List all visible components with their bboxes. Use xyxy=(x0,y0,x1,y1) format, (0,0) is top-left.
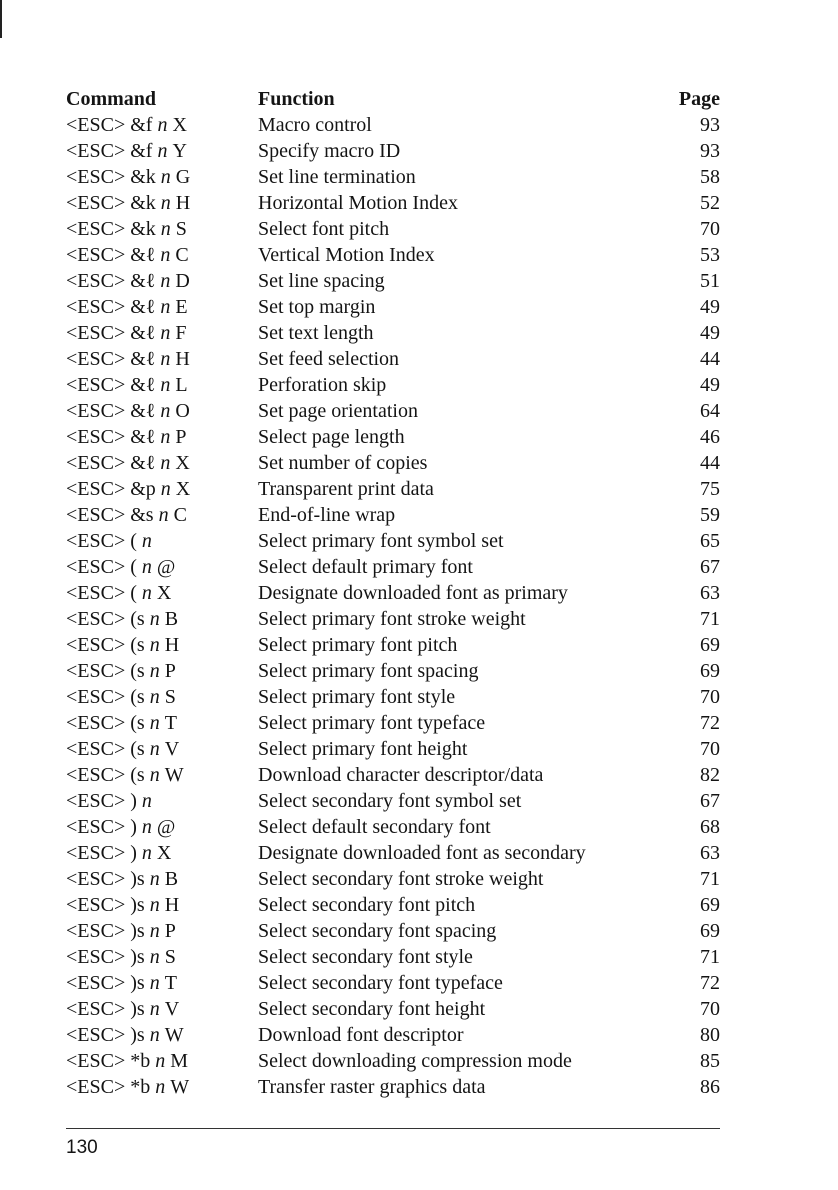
command-argument: n xyxy=(160,166,171,188)
table-row xyxy=(66,554,720,580)
command-cell xyxy=(66,684,176,710)
command-cell xyxy=(66,320,187,346)
command-argument: n xyxy=(149,894,160,916)
command-argument: n xyxy=(155,1050,166,1072)
command-prefix: <ESC> (s xyxy=(66,608,145,630)
command-prefix: <ESC> )s xyxy=(66,920,145,942)
command-suffix: T xyxy=(164,972,177,994)
table-row xyxy=(66,528,720,554)
command-suffix: V xyxy=(164,738,180,760)
command-cell xyxy=(66,190,190,216)
page-cell: 70 xyxy=(700,738,720,760)
page-cell: 44 xyxy=(700,348,720,370)
header-command: Command xyxy=(66,88,157,110)
function-cell: Set number of copies xyxy=(258,452,428,474)
command-suffix: H xyxy=(175,192,191,214)
table-row xyxy=(66,1048,720,1074)
table-row xyxy=(66,762,720,788)
function-cell: Select default secondary font xyxy=(258,816,491,838)
page-cell: 86 xyxy=(700,1076,720,1098)
command-prefix: <ESC> )s xyxy=(66,868,145,890)
command-prefix: <ESC> )s xyxy=(66,946,145,968)
command-cell xyxy=(66,658,176,684)
command-suffix: X xyxy=(175,452,190,474)
command-argument: n xyxy=(160,348,171,370)
command-cell xyxy=(66,112,187,138)
command-cell xyxy=(66,606,178,632)
command-prefix: <ESC> (s xyxy=(66,764,145,786)
table-row xyxy=(66,944,720,970)
command-cell xyxy=(66,814,175,840)
command-prefix: <ESC> &ℓ xyxy=(66,322,156,344)
table-row xyxy=(66,866,720,892)
command-prefix: <ESC> )s xyxy=(66,998,145,1020)
command-cell xyxy=(66,710,177,736)
table-row xyxy=(66,814,720,840)
page-cell: 49 xyxy=(700,374,720,396)
command-prefix: <ESC> &k xyxy=(66,218,156,240)
command-cell xyxy=(66,450,190,476)
table-row xyxy=(66,398,720,424)
command-suffix: S xyxy=(175,218,187,240)
command-suffix: X xyxy=(172,114,187,136)
command-suffix: W xyxy=(164,764,184,786)
command-prefix: <ESC> &ℓ xyxy=(66,296,156,318)
command-suffix: L xyxy=(175,374,188,396)
command-prefix: <ESC> &ℓ xyxy=(66,400,156,422)
command-cell xyxy=(66,736,179,762)
function-cell: Select primary font typeface xyxy=(258,712,486,734)
page-cell: 69 xyxy=(700,660,720,682)
command-suffix: D xyxy=(175,270,190,292)
command-cell xyxy=(66,632,179,658)
command-cell xyxy=(66,788,157,814)
command-suffix: P xyxy=(164,660,176,682)
command-argument: n xyxy=(158,504,169,526)
command-suffix: Y xyxy=(172,140,187,162)
page-cell: 71 xyxy=(700,868,720,890)
header-page: Page xyxy=(678,88,720,110)
function-cell: Horizontal Motion Index xyxy=(258,192,458,214)
command-cell xyxy=(66,242,189,268)
command-suffix: G xyxy=(175,166,191,188)
command-prefix: <ESC> ( xyxy=(66,582,137,604)
command-cell xyxy=(66,216,187,242)
command-cell xyxy=(66,944,176,970)
command-cell xyxy=(66,866,178,892)
page-cell: 64 xyxy=(700,400,720,422)
command-prefix: <ESC> &k xyxy=(66,166,156,188)
command-prefix: <ESC> &f xyxy=(66,114,153,136)
command-cell xyxy=(66,1022,184,1048)
table-row xyxy=(66,892,720,918)
command-prefix: <ESC> (s xyxy=(66,686,145,708)
command-prefix: <ESC> &p xyxy=(66,478,156,500)
page-cell: 71 xyxy=(700,608,720,630)
command-argument: n xyxy=(160,400,171,422)
command-cell xyxy=(66,528,157,554)
command-prefix: <ESC> &ℓ xyxy=(66,374,156,396)
page-cell: 70 xyxy=(700,218,720,240)
command-suffix: F xyxy=(175,322,187,344)
command-suffix: H xyxy=(164,634,180,656)
footer-rule xyxy=(66,1128,720,1129)
command-argument: n xyxy=(160,296,171,318)
command-argument: n xyxy=(157,114,168,136)
function-cell: Transparent print data xyxy=(258,478,434,500)
function-cell: Set feed selection xyxy=(258,348,400,370)
command-suffix: P xyxy=(175,426,187,448)
command-argument: n xyxy=(149,660,160,682)
table-body xyxy=(66,112,720,1100)
table-row xyxy=(66,346,720,372)
table-row xyxy=(66,216,720,242)
command-suffix: @ xyxy=(156,816,176,838)
table-row xyxy=(66,840,720,866)
table-row xyxy=(66,658,720,684)
page-cell: 67 xyxy=(700,556,720,578)
table-row xyxy=(66,580,720,606)
command-suffix: W xyxy=(170,1076,190,1098)
command-cell xyxy=(66,996,179,1022)
function-cell: Select secondary font height xyxy=(258,998,486,1020)
command-cell xyxy=(66,268,190,294)
command-prefix: <ESC> *b xyxy=(66,1050,151,1072)
page-number: 130 xyxy=(66,1137,98,1158)
command-argument: n xyxy=(149,868,160,890)
command-argument: n xyxy=(141,816,152,838)
table-row xyxy=(66,424,720,450)
command-argument: n xyxy=(149,686,160,708)
table-row xyxy=(66,710,720,736)
table-row xyxy=(66,112,720,138)
page-cell: 58 xyxy=(700,166,720,188)
command-suffix: C xyxy=(175,244,189,266)
function-cell: Perforation skip xyxy=(258,374,387,396)
table-row xyxy=(66,190,720,216)
function-cell: Vertical Motion Index xyxy=(258,244,435,266)
command-prefix: <ESC> ) xyxy=(66,816,137,838)
function-cell: Set page orientation xyxy=(258,400,418,422)
page-cell: 63 xyxy=(700,582,720,604)
function-cell: Designate downloaded font as primary xyxy=(258,582,568,604)
command-prefix: <ESC> )s xyxy=(66,1024,145,1046)
command-prefix: <ESC> (s xyxy=(66,738,145,760)
command-argument: n xyxy=(149,998,160,1020)
function-cell: Select page length xyxy=(258,426,405,448)
command-argument: n xyxy=(160,192,171,214)
command-suffix: X xyxy=(156,582,172,604)
page-cell: 63 xyxy=(700,842,720,864)
command-prefix: <ESC> ) xyxy=(66,790,137,812)
command-cell xyxy=(66,502,187,528)
table-row xyxy=(66,684,720,710)
table-row xyxy=(66,606,720,632)
command-suffix: B xyxy=(164,608,179,630)
command-prefix: <ESC> )s xyxy=(66,894,145,916)
function-cell: Set top margin xyxy=(258,296,376,318)
command-argument: n xyxy=(149,946,160,968)
command-prefix: <ESC> &ℓ xyxy=(66,270,156,292)
command-cell xyxy=(66,398,190,424)
function-cell: Select default primary font xyxy=(258,556,473,578)
command-cell xyxy=(66,294,188,320)
command-cell xyxy=(66,424,187,450)
page-cell: 72 xyxy=(700,972,720,994)
function-cell: Transfer raster graphics data xyxy=(258,1076,486,1098)
function-cell: Select primary font symbol set xyxy=(258,530,504,552)
command-argument: n xyxy=(149,608,160,630)
table-row xyxy=(66,788,720,814)
function-cell: Select secondary font style xyxy=(258,946,473,968)
command-prefix: <ESC> (s xyxy=(66,660,145,682)
function-cell: Designate downloaded font as secondary xyxy=(258,842,586,864)
header-function: Function xyxy=(258,88,335,110)
command-cell xyxy=(66,580,171,606)
function-cell: Select secondary font typeface xyxy=(258,972,503,994)
function-cell: Specify macro ID xyxy=(258,140,401,162)
command-prefix: <ESC> ) xyxy=(66,842,137,864)
command-argument: n xyxy=(149,1024,160,1046)
table-row xyxy=(66,476,720,502)
command-cell xyxy=(66,1074,189,1100)
function-cell: Select primary font spacing xyxy=(258,660,479,682)
command-suffix: S xyxy=(164,946,176,968)
function-cell: Select primary font height xyxy=(258,738,468,760)
function-cell: Select secondary font spacing xyxy=(258,920,497,942)
function-cell: Download character descriptor/data xyxy=(258,764,544,786)
command-argument: n xyxy=(160,426,171,448)
page-cell: 93 xyxy=(700,114,720,136)
page-cell: 59 xyxy=(700,504,720,526)
page-cell: 67 xyxy=(700,790,720,812)
command-suffix: H xyxy=(164,894,180,916)
page-cell: 69 xyxy=(700,920,720,942)
command-argument: n xyxy=(141,582,152,604)
table-row xyxy=(66,268,720,294)
command-argument: n xyxy=(141,790,152,812)
function-cell: Select secondary font pitch xyxy=(258,894,476,916)
command-argument: n xyxy=(149,920,160,942)
command-cell xyxy=(66,138,187,164)
table-row xyxy=(66,450,720,476)
command-suffix: W xyxy=(164,1024,184,1046)
table-row xyxy=(66,1022,720,1048)
function-cell: Macro control xyxy=(258,114,372,136)
command-prefix: <ESC> ( xyxy=(66,556,137,578)
page-cell: 70 xyxy=(700,998,720,1020)
command-prefix: <ESC> &ℓ xyxy=(66,452,156,474)
command-prefix: <ESC> ( xyxy=(66,530,137,552)
function-cell: Set text length xyxy=(258,322,374,344)
table-row xyxy=(66,996,720,1022)
function-cell: Download font descriptor xyxy=(258,1024,464,1046)
function-cell: End-of-line wrap xyxy=(258,504,396,526)
command-prefix: <ESC> &ℓ xyxy=(66,348,156,370)
page-cell: 53 xyxy=(700,244,720,266)
scan-edge-mark xyxy=(0,0,2,38)
command-suffix: S xyxy=(164,686,176,708)
page-cell: 65 xyxy=(700,530,720,552)
command-cell xyxy=(66,892,179,918)
page-cell: 72 xyxy=(700,712,720,734)
command-prefix: <ESC> &f xyxy=(66,140,153,162)
command-argument: n xyxy=(157,140,168,162)
table-row xyxy=(66,918,720,944)
command-argument: n xyxy=(141,842,152,864)
command-argument: n xyxy=(160,374,171,396)
function-cell: Set line spacing xyxy=(258,270,385,292)
command-suffix: C xyxy=(173,504,187,526)
page-cell: 52 xyxy=(700,192,720,214)
function-cell: Select primary font style xyxy=(258,686,456,708)
command-argument: n xyxy=(149,634,160,656)
command-argument: n xyxy=(149,738,160,760)
command-cell xyxy=(66,476,190,502)
command-suffix: @ xyxy=(156,556,176,578)
command-cell xyxy=(66,840,171,866)
command-argument: n xyxy=(141,530,152,552)
function-cell: Select secondary font symbol set xyxy=(258,790,522,812)
command-prefix: <ESC> )s xyxy=(66,972,145,994)
page-cell: 69 xyxy=(700,894,720,916)
command-suffix: V xyxy=(164,998,180,1020)
command-prefix: <ESC> (s xyxy=(66,634,145,656)
command-prefix: <ESC> &s xyxy=(66,504,154,526)
command-argument: n xyxy=(160,244,171,266)
command-suffix: T xyxy=(164,712,177,734)
command-argument: n xyxy=(149,712,160,734)
command-argument: n xyxy=(160,452,171,474)
command-suffix: B xyxy=(164,868,179,890)
command-suffix: X xyxy=(156,842,172,864)
command-table xyxy=(66,86,720,1100)
command-argument: n xyxy=(160,322,171,344)
command-argument: n xyxy=(155,1076,166,1098)
command-suffix: O xyxy=(175,400,190,422)
command-argument: n xyxy=(160,270,171,292)
command-argument: n xyxy=(160,478,171,500)
table-row xyxy=(66,502,720,528)
page-cell: 68 xyxy=(700,816,720,838)
function-cell: Select primary font pitch xyxy=(258,634,458,656)
page-cell: 71 xyxy=(700,946,720,968)
table-row xyxy=(66,320,720,346)
command-argument: n xyxy=(149,972,160,994)
command-suffix: H xyxy=(175,348,190,370)
function-cell: Select downloading compression mode xyxy=(258,1050,572,1072)
page-cell: 69 xyxy=(700,634,720,656)
page-cell: 51 xyxy=(700,270,720,292)
page-cell: 49 xyxy=(700,296,720,318)
table-row xyxy=(66,970,720,996)
table-header xyxy=(66,86,720,112)
table-row xyxy=(66,242,720,268)
table-row xyxy=(66,372,720,398)
command-cell xyxy=(66,1048,188,1074)
command-cell xyxy=(66,164,190,190)
page-cell: 85 xyxy=(700,1050,720,1072)
table-row xyxy=(66,294,720,320)
command-prefix: <ESC> &k xyxy=(66,192,156,214)
command-argument: n xyxy=(141,556,152,578)
command-prefix: <ESC> &ℓ xyxy=(66,244,156,266)
page-cell: 46 xyxy=(700,426,720,448)
command-cell xyxy=(66,762,184,788)
command-argument: n xyxy=(149,764,160,786)
function-cell: Select secondary font stroke weight xyxy=(258,868,544,890)
function-cell: Select primary font stroke weight xyxy=(258,608,526,630)
table-row xyxy=(66,632,720,658)
page-cell: 49 xyxy=(700,322,720,344)
command-cell xyxy=(66,372,188,398)
function-cell: Select font pitch xyxy=(258,218,390,240)
command-suffix: P xyxy=(164,920,176,942)
function-cell: Set line termination xyxy=(258,166,416,188)
command-cell xyxy=(66,918,176,944)
command-cell xyxy=(66,346,190,372)
table-row xyxy=(66,1074,720,1100)
table-row xyxy=(66,138,720,164)
command-prefix: <ESC> *b xyxy=(66,1076,151,1098)
page-cell: 44 xyxy=(700,452,720,474)
command-suffix: X xyxy=(175,478,191,500)
command-cell xyxy=(66,970,177,996)
page-cell: 70 xyxy=(700,686,720,708)
table-row xyxy=(66,164,720,190)
command-prefix: <ESC> (s xyxy=(66,712,145,734)
page-cell: 75 xyxy=(700,478,720,500)
table-row xyxy=(66,736,720,762)
command-suffix: M xyxy=(170,1050,189,1072)
page-cell: 82 xyxy=(700,764,720,786)
page-cell: 93 xyxy=(700,140,720,162)
page-cell: 80 xyxy=(700,1024,720,1046)
command-argument: n xyxy=(160,218,171,240)
command-suffix: E xyxy=(175,296,188,318)
command-prefix: <ESC> &ℓ xyxy=(66,426,156,448)
command-cell xyxy=(66,554,175,580)
